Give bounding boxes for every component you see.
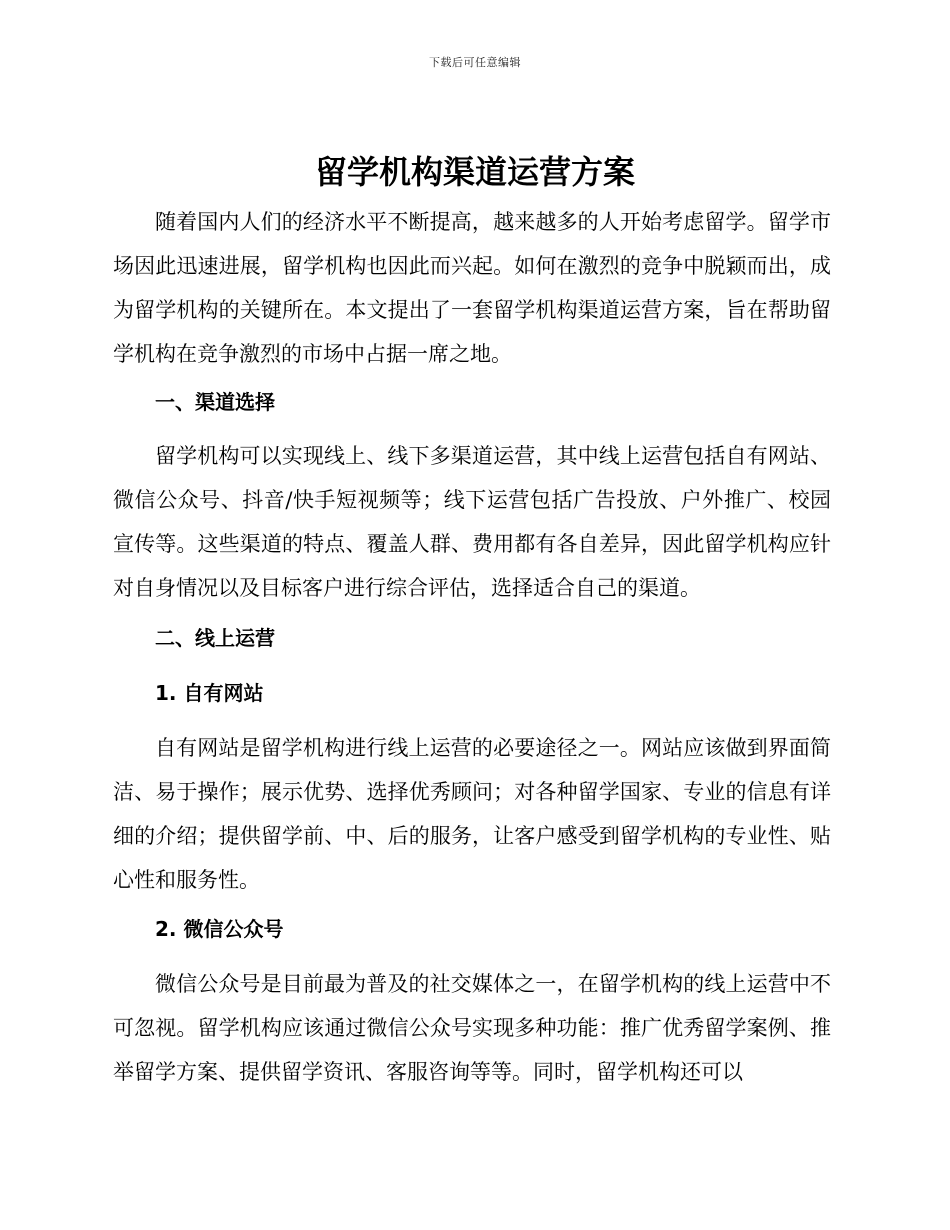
intro-paragraph: 随着国内人们的经济水平不断提高，越来越多的人开始考虑留学。留学市场因此迅速进展，留学机构也因此而兴起。如何在激烈的竞争中脱颖而出，成为留学机构的关键所在。本文提出了一套留学机构渠道运营方案，旨在帮助留学机构在竞争激烈的市场中占据一席之地。 bbox=[113, 210, 831, 366]
section-heading-online-operation: 二、线上运营 bbox=[155, 626, 275, 650]
wechat-paragraph: 微信公众号是目前最为普及的社交媒体之一，在留学机构的线上运营中不可忽视。留学机构应该通过微信公众号实现多种功能：推广优秀留学案例、推举留学方案、提供留学资讯、客服咨询等等。同时，留学机构还可以 bbox=[113, 972, 831, 1084]
own-website-paragraph: 自有网站是留学机构进行线上运营的必要途径之一。网站应该做到界面简洁、易于操作；展示优势、选择优秀顾问；对各种留学国家、专业的信息有详细的介绍；提供留学前、中、后的服务，让客户感受到留学机构的专业性、贴心性和服务性。 bbox=[113, 736, 831, 892]
page-title: 留学机构渠道运营方案 bbox=[314, 153, 635, 191]
channel-selection-paragraph: 留学机构可以实现线上、线下多渠道运营，其中线上运营包括自有网站、微信公众号、抖音/快手短视频等；线下运营包括广告投放、户外推广、校园宣传等。这些渠道的特点、覆盖人群、费用都有各自差异，因此留学机构应针对自身情况以及目标客户进行综合评估，选择适合自己的渠道。 bbox=[113, 444, 831, 600]
subsection-heading-wechat: 2. 微信公众号 bbox=[155, 917, 284, 941]
subsection-heading-own-website: 1. 自有网站 bbox=[155, 681, 264, 705]
section-heading-channel-selection: 一、渠道选择 bbox=[155, 390, 275, 414]
header-note: 下载后可任意编辑 bbox=[429, 56, 521, 69]
